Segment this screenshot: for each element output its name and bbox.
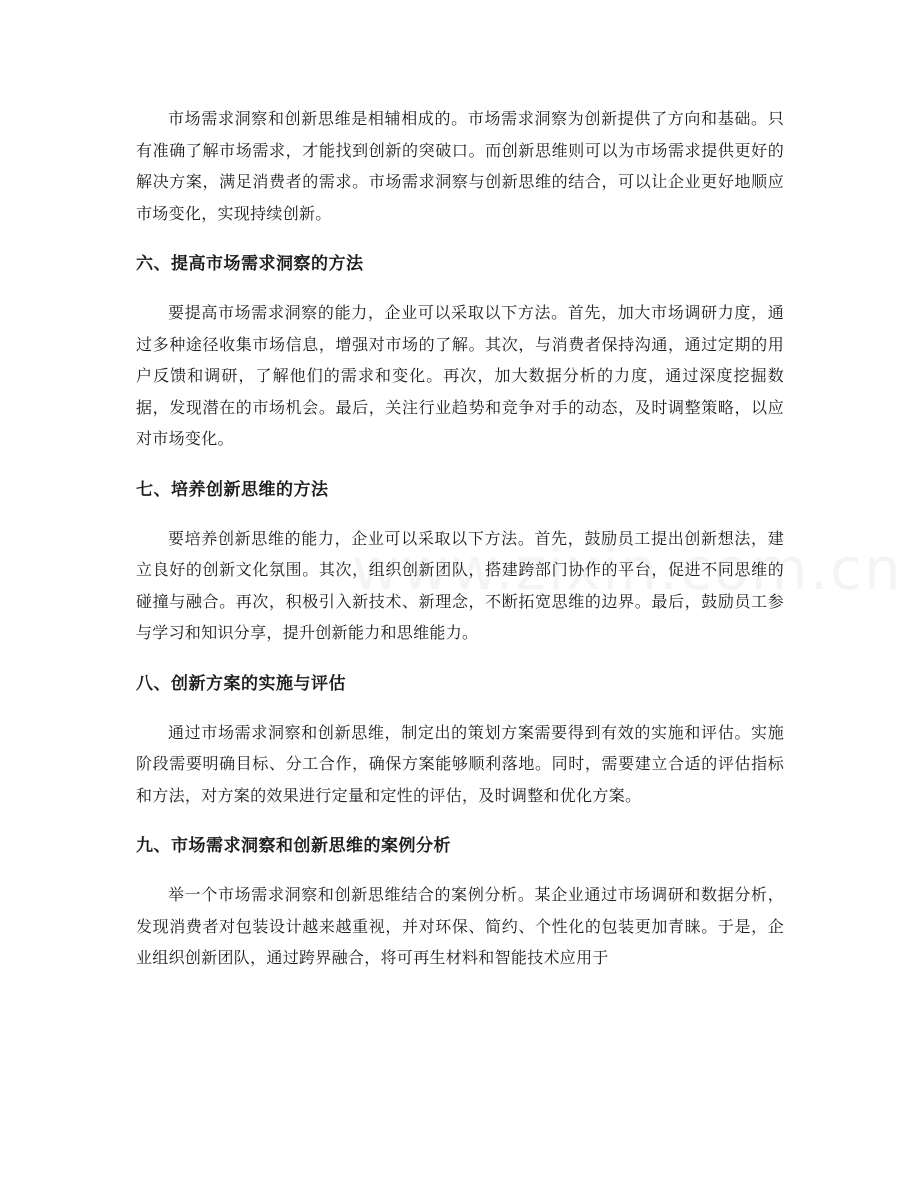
- paragraph-section-8: 通过市场需求洞察和创新思维，制定出的策划方案需要得到有效的实施和评估。实施阶段需要明确目标、分工合作，确保方案能够顺利落地。同时，需要建立合适的评估指标和方法，对方案的效果进行定量和定性的评估，及时调整和优化方案。: [136, 722, 784, 805]
- paragraph-section-6: 要提高市场需求洞察的能力，企业可以采取以下方法。首先，加大市场调研力度，通过多种途径收集市场信息，增强对市场的了解。其次，与消费者保持沟通，通过定期的用户反馈和调研，了解他们的需求和变化。再次，加大数据分析的力度，通过深度挖掘数据，发现潜在的市场机会。最后，关注行业趋势和竞争对手的动态，及时调整策略，以应对市场变化。: [136, 303, 784, 448]
- paragraph-intro: 市场需求洞察和创新思维是相辅相成的。市场需求洞察为创新提供了方向和基础。只有准确了解市场需求，才能找到创新的突破口。而创新思维则可以为市场需求提供更好的解决方案，满足消费者的需求。市场需求洞察与创新思维的结合，可以让企业更好地顺应市场变化，实现持续创新。: [136, 109, 784, 223]
- paragraph-section-7: 要培养创新思维的能力，企业可以采取以下方法。首先，鼓励员工提出创新想法，建立良好的创新文化氛围。其次，组织创新团队，搭建跨部门协作的平台，促进不同思维的碰撞与融合。再次，积极引入新技术、新理念，不断拓宽思维的边界。最后，鼓励员工参与学习和知识分享，提升创新能力和思维能力。: [136, 528, 784, 642]
- heading-section-8: 八、创新方案的实施与评估: [136, 673, 346, 694]
- heading-section-7: 七、培养创新思维的方法: [136, 479, 329, 500]
- paragraph-section-9: 举一个市场需求洞察和创新思维结合的案例分析。某企业通过市场调研和数据分析，发现消费者对包装设计越来越重视，并对环保、简约、个性化的包装更加青睐。于是，企业组织创新团队，通过跨界融合，将可再生材料和智能技术应用于: [136, 885, 784, 967]
- heading-section-6: 六、提高市场需求洞察的方法: [136, 254, 364, 274]
- document-body: [136, 103, 784, 974]
- heading-section-9: 九、市场需求洞察和创新思维的案例分析: [136, 836, 451, 856]
